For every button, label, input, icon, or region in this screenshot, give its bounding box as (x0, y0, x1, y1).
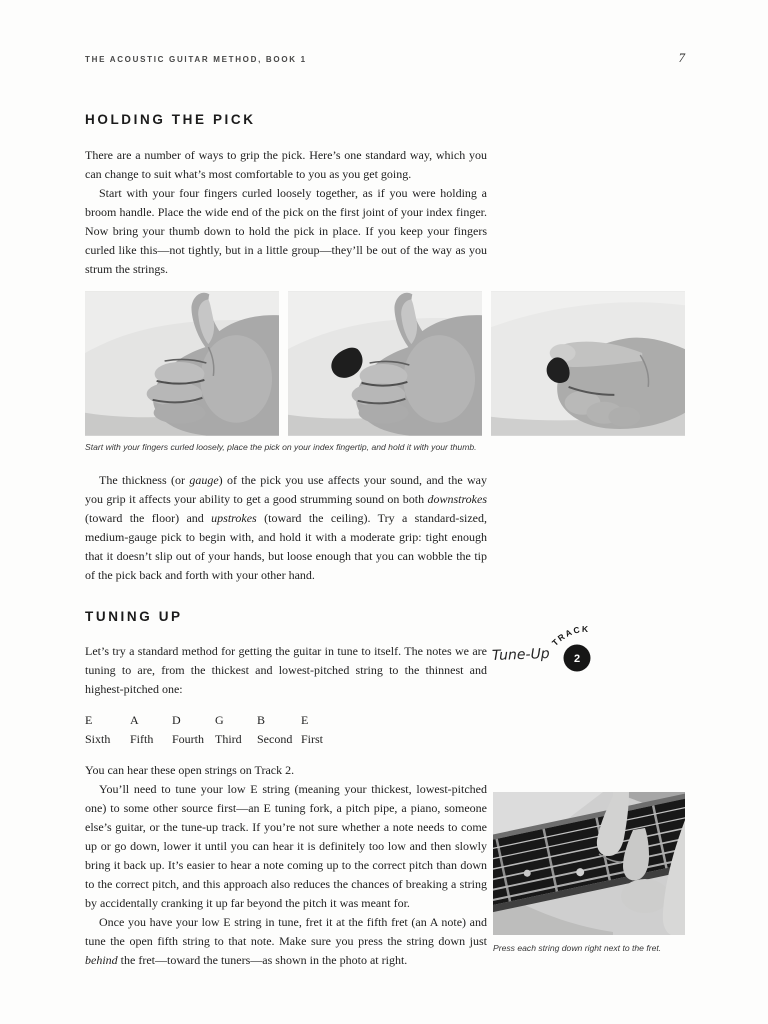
open-string-notes-table (85, 711, 339, 749)
tune-up-label: Tune-Up (491, 645, 550, 665)
note-names-row (85, 711, 339, 730)
italic-term-behind: behind (85, 953, 118, 967)
tuning-body (85, 761, 662, 970)
note-cell: E (301, 713, 309, 727)
gauge-paragraph (85, 471, 487, 585)
italic-term-upstrokes: upstrokes (211, 511, 257, 525)
string-cell: Fourth (172, 732, 205, 746)
note-cell: E (85, 713, 93, 727)
photo-pick-held-by-thumb (491, 291, 685, 436)
string-cell: Second (257, 732, 293, 746)
photo-fretting-hand (493, 792, 685, 935)
string-cell: Fifth (130, 732, 154, 746)
text-segment: the fret—toward the tuners—as shown in the photo at right. (117, 953, 408, 967)
section-heading-holding-the-pick: HOLDING THE PICK (85, 112, 256, 127)
holding-intro-paragraph: There are a number of ways to grip the pick. Here’s one standard way, which you can change to suit what’s most comfortable to you as you get going. (85, 148, 487, 181)
track-arc-text: TRACK (549, 623, 591, 648)
track-reference-paragraph: You can hear these open strings on Track 2. (85, 763, 295, 777)
photo-fingers-curled (85, 291, 279, 436)
tune-low-e-paragraph: You’ll need to tune your low E string (meaning your thickest, lowest-pitched one) to some other source first—an E tuning fork, a pitch pipe, a piano, someone else’s guitar, or the tune-up track. If you’re not sure whether a note needs to come up or go down, lower it until you can hear it is definitely too low and then slowly bring it back up. It’s easier to hear a note coming up to the correct pitch than down to the correct pitch, and this approach also reduces the chances of breaking a string by accidentally cranking it up far beyond the pitch it was meant for. (85, 782, 487, 910)
pick-grip-caption: Start with your fingers curled loosely, place the pick on your index fingertip, and hold it with your thumb. (85, 442, 477, 452)
fifth-fret-paragraph (85, 913, 487, 970)
text-segment: Once you have your low E string in tune, fret it at the fifth fret (an A note) and tune the open fifth string to that note. Make sure you press the string down just (85, 915, 487, 948)
page-header (85, 50, 685, 66)
text-segment: ) of the pick you use affects your sound, and the way you grip it affects your ability to get a good strumming sound on both (85, 473, 487, 506)
main-column (85, 112, 662, 970)
text-segment: The thickness (or (99, 473, 190, 487)
holding-start-paragraph: Start with your four fingers curled loosely together, as if you were holding a broom handle. Place the wide end of the pick on the first joint of your index finger. Now bring your thumb down to hold the pick in place. If you keep your fingers curled like this—not tightly, but in a little group—they’ll be out of the way as you strum the strings. (85, 186, 487, 276)
tuning-intro-row (85, 623, 591, 699)
hand-photo-illustration (85, 291, 279, 436)
photo-pick-on-fingertip (288, 291, 482, 436)
track-2-badge-icon (544, 618, 608, 678)
note-cell: B (257, 713, 266, 727)
string-cell: Sixth (85, 732, 111, 746)
hand-photo-illustration (491, 291, 685, 436)
note-cell: G (215, 713, 224, 727)
svg-text:TRACK (550, 624, 590, 648)
italic-term-gauge: gauge (189, 473, 219, 487)
running-head: THE ACOUSTIC GUITAR METHOD, BOOK 1 (85, 55, 307, 64)
fretting-photo-caption: Press each string down right next to the fret. (493, 943, 662, 953)
track-number: 2 (573, 653, 581, 665)
text-segment: (toward the floor) and (85, 511, 212, 525)
page-number: 7 (678, 50, 685, 65)
pick-grip-photo-row (85, 291, 685, 436)
section-heading-tuning-up: TUNING UP (85, 609, 183, 624)
string-ordinals-row (85, 730, 339, 749)
text-segment: (toward the ceiling). Try a standard-sized, medium-gauge pick to begin with, and hold it with a moderate grip: tight enough that it doesn’t slip out of your hands, but loose enough that you can wobble the tip of the pick back and forth with your other hand. (85, 511, 487, 582)
italic-term-downstrokes: downstrokes (427, 492, 487, 506)
string-cell: First (301, 732, 324, 746)
fretboard-photo-illustration (493, 792, 685, 935)
string-cell: Third (215, 732, 242, 746)
tuning-intro-paragraph: Let’s try a standard method for getting the guitar in tune to itself. The notes we are tuning to are, from the thickest and lowest-pitched string to the thinnest and highest-pitched one: (85, 644, 487, 696)
note-cell: D (172, 713, 181, 727)
hand-photo-illustration (288, 291, 482, 436)
note-cell: A (130, 713, 139, 727)
